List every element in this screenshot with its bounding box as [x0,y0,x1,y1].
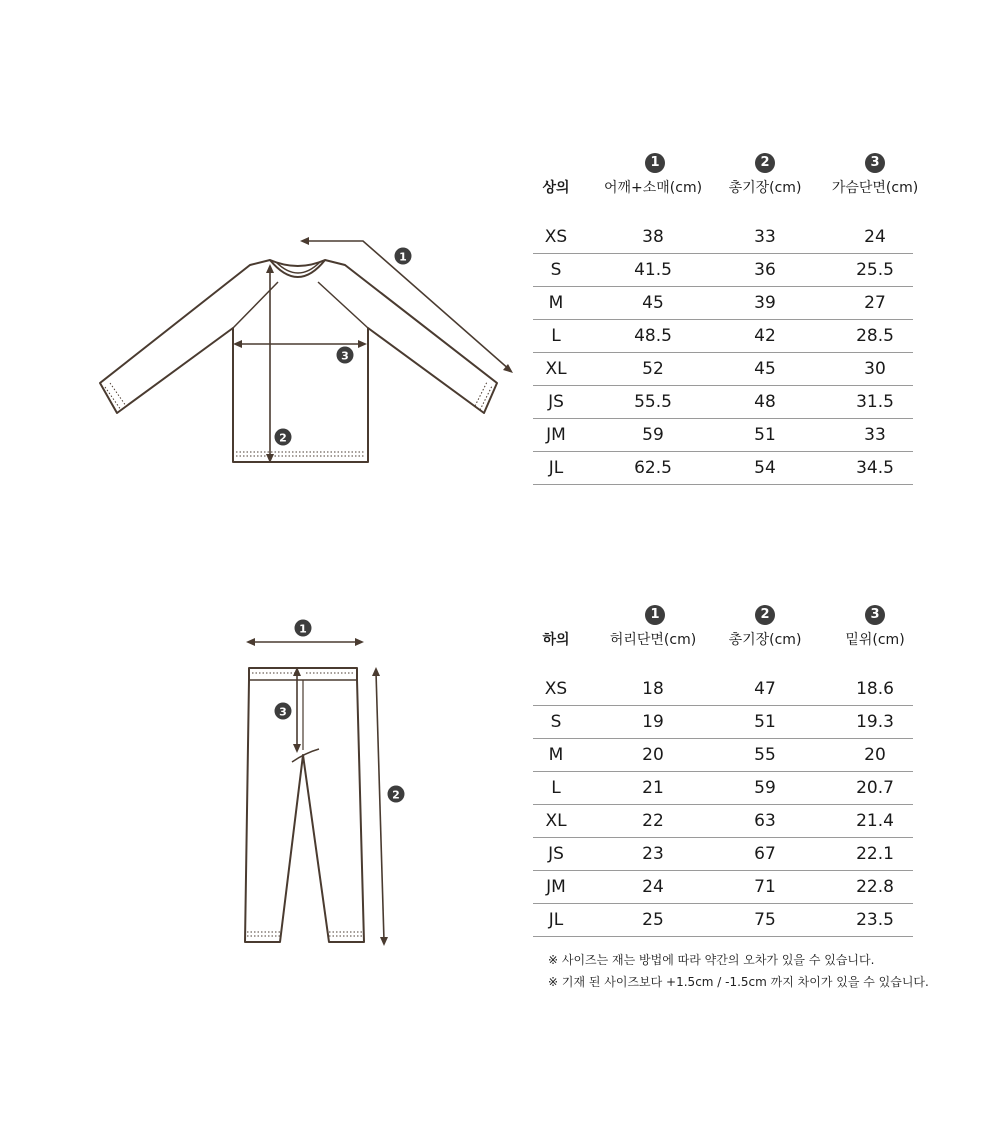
value-cell: 33 [754,227,776,247]
column-marker-1: 1 [645,153,665,173]
top-garment-illustration [0,220,520,480]
size-cell: M [548,745,564,765]
marker-1-icon [395,248,412,265]
table-row [533,838,913,871]
note-line: ※ 기재 된 사이즈보다 +1.5cm / -1.5cm 까지 차이가 있을 수 있습니다. [548,975,929,989]
value-cell: 59 [754,778,776,798]
value-cell: 22.1 [856,844,894,864]
value-cell: 19.3 [856,712,894,732]
value-cell: 31.5 [856,392,894,412]
value-cell: 41.5 [634,260,672,280]
table-row [533,805,913,838]
marker-1-icon [295,620,312,637]
column-marker-2: 2 [755,153,775,173]
value-cell: 48.5 [634,326,672,346]
column-header: 총기장(cm) [728,632,802,648]
table-row [533,772,913,805]
size-cell: XS [544,679,568,699]
value-cell: 30 [864,359,886,379]
value-cell: 22.8 [856,877,894,897]
value-cell: 24 [864,227,886,247]
value-cell: 25 [642,910,664,930]
column-marker-3: 3 [865,153,885,173]
svg-text:3: 3 [279,705,287,719]
value-cell: 22 [642,811,664,831]
value-cell: 33 [864,425,886,445]
table-row [533,221,913,254]
svg-text:2: 2 [279,431,287,445]
size-cell: L [551,778,561,798]
svg-text:1: 1 [299,622,307,636]
table-row [533,254,913,287]
value-cell: 45 [642,293,664,313]
marker-2-icon [388,786,405,803]
value-cell: 21 [642,778,664,798]
table-row [533,287,913,320]
size-cell: XS [544,227,568,247]
size-cell: JM [546,877,566,897]
column-marker-1: 1 [645,605,665,625]
column-header: 어깨+소매(cm) [603,180,703,196]
value-cell: 23 [642,844,664,864]
value-cell: 45 [754,359,776,379]
value-cell: 34.5 [856,458,894,478]
value-cell: 19 [642,712,664,732]
value-cell: 28.5 [856,326,894,346]
table-header [533,177,919,207]
value-cell: 23.5 [856,910,894,930]
table-row [533,706,913,739]
value-cell: 36 [754,260,776,280]
svg-text:3: 3 [341,349,349,363]
marker-3-icon [337,347,354,364]
table-row [533,904,913,937]
size-cell: JL [548,458,564,478]
value-cell: 67 [754,844,776,864]
size-cell: L [551,326,561,346]
size-cell: S [550,712,562,732]
size-cell: M [548,293,564,313]
table-row [533,871,913,904]
marker-2-icon [275,429,292,446]
value-cell: 51 [754,712,776,732]
table-header [533,629,913,659]
table-row [533,386,913,419]
column-marker-3: 3 [865,605,885,625]
value-cell: 24 [642,877,664,897]
svg-text:2: 2 [392,788,400,802]
value-cell: 75 [754,910,776,930]
value-cell: 38 [642,227,664,247]
value-cell: 25.5 [856,260,894,280]
column-header: 가슴단면(cm) [831,180,919,196]
value-cell: 51 [754,425,776,445]
size-cell: XL [545,359,567,379]
table-title: 하의 [542,632,570,648]
value-cell: 54 [754,458,776,478]
value-cell: 20 [864,745,886,765]
svg-text:1: 1 [399,250,407,264]
value-cell: 55.5 [634,392,672,412]
value-cell: 55 [754,745,776,765]
pants-illustration [0,610,520,955]
table-row [533,419,913,452]
value-cell: 39 [754,293,776,313]
marker-3-icon [275,703,292,720]
value-cell: 18.6 [856,679,894,699]
table-row [533,320,913,353]
value-cell: 71 [754,877,776,897]
bottom-size-table [533,605,913,937]
value-cell: 18 [642,679,664,699]
size-notes [548,949,929,993]
size-cell: JS [548,844,564,864]
size-cell: JS [548,392,564,412]
size-cell: JL [548,910,564,930]
column-header: 허리단면(cm) [609,632,697,648]
table-row [533,452,913,485]
top-size-table [533,153,919,485]
size-cell: S [550,260,562,280]
note-line: ※ 사이즈는 재는 방법에 따라 약간의 오차가 있을 수 있습니다. [548,953,875,967]
value-cell: 48 [754,392,776,412]
size-cell: XL [545,811,567,831]
value-cell: 20.7 [856,778,894,798]
value-cell: 62.5 [634,458,672,478]
column-marker-2: 2 [755,605,775,625]
value-cell: 27 [864,293,886,313]
column-header: 총기장(cm) [728,180,802,196]
table-title: 상의 [542,180,570,196]
value-cell: 21.4 [856,811,894,831]
table-row [533,353,913,386]
value-cell: 20 [642,745,664,765]
value-cell: 52 [642,359,664,379]
value-cell: 63 [754,811,776,831]
value-cell: 42 [754,326,776,346]
column-header: 밑위(cm) [845,632,905,648]
value-cell: 59 [642,425,664,445]
value-cell: 47 [754,679,776,699]
table-row [533,739,913,772]
table-row [533,673,913,706]
size-cell: JM [546,425,566,445]
